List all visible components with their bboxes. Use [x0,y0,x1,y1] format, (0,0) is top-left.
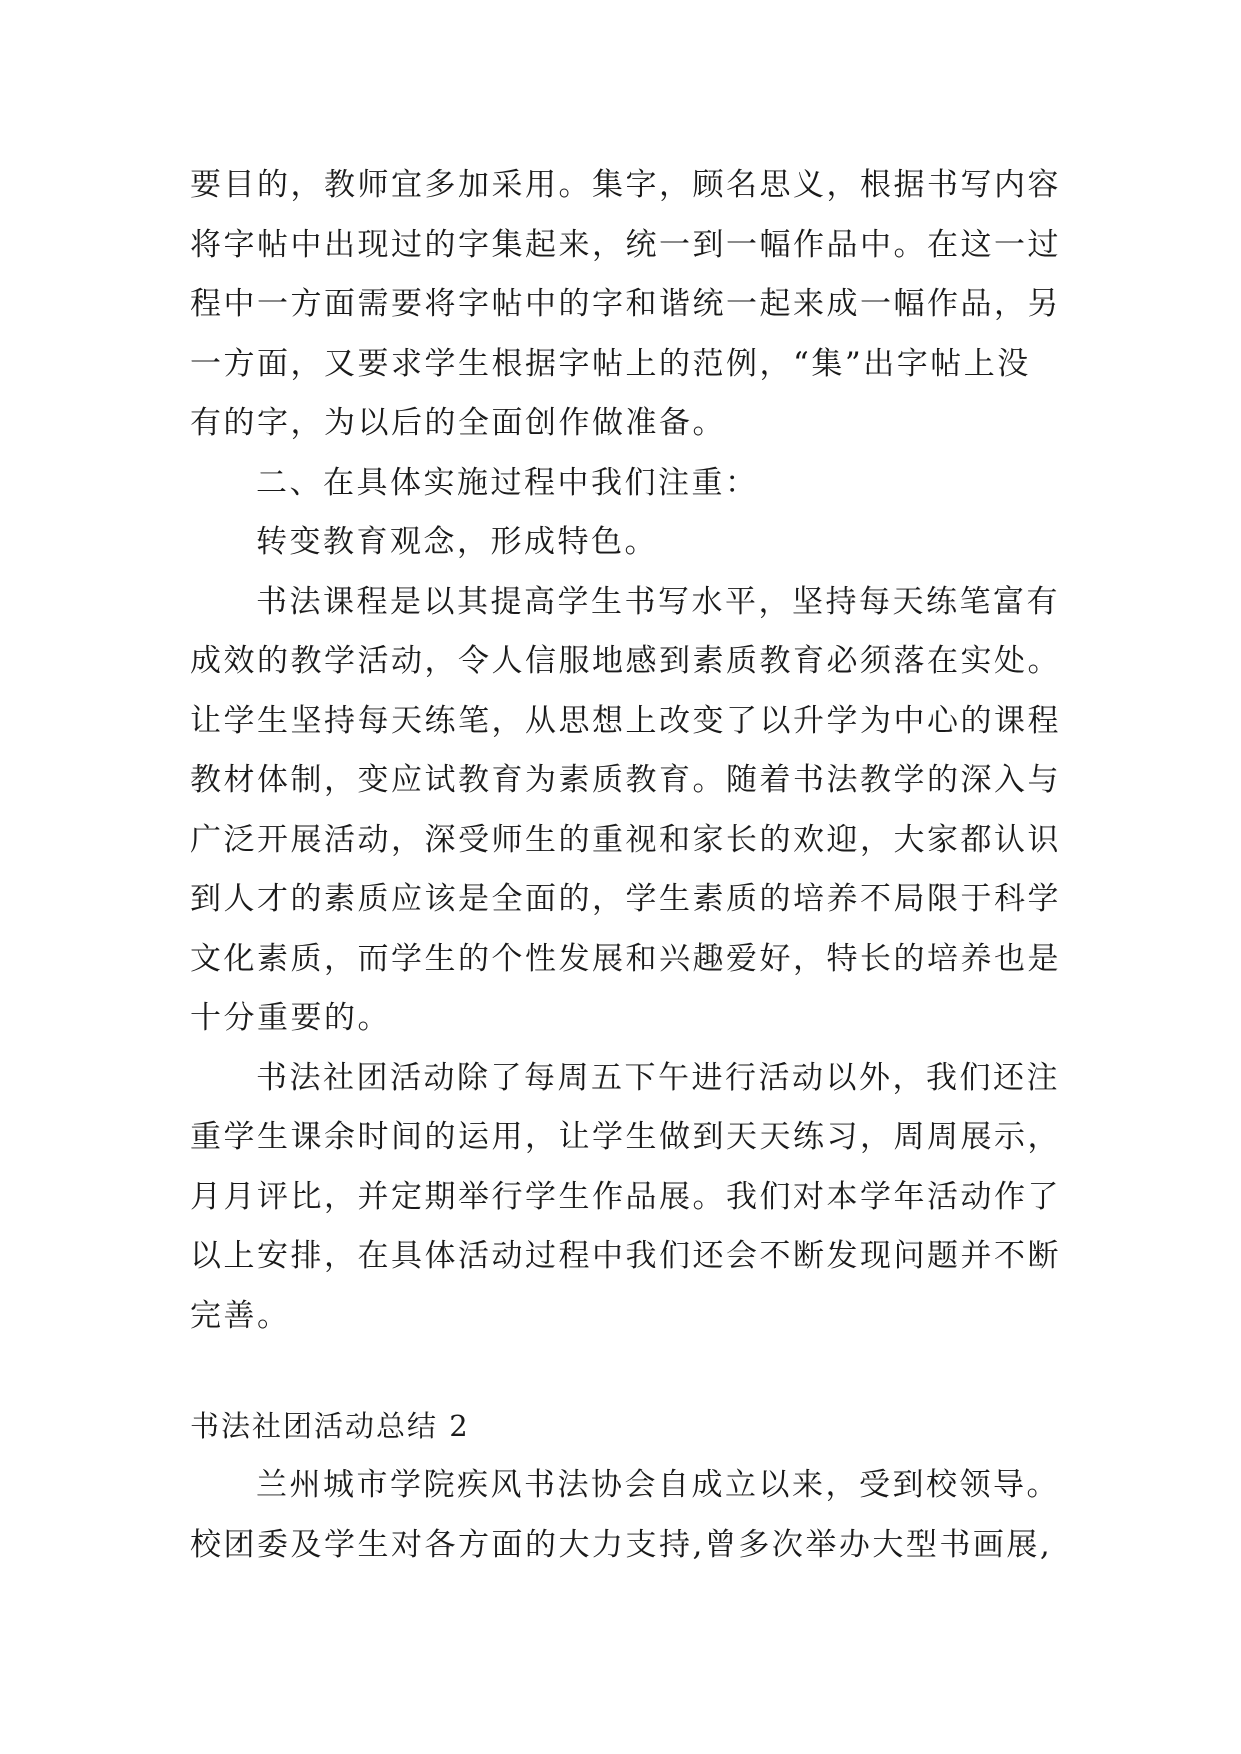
text-line: 广泛开展活动，深受师生的重视和家长的欢迎，大家都认识 [190,821,1061,858]
paragraph-start-line: 转变教育观念，形成特色。 [256,524,658,560]
subsection-heading: 二、在具体实施过程中我们注重： [256,464,759,501]
paragraph-start-line: 书法社团活动除了每周五下午进行活动以外，我们还注 [256,1059,1060,1096]
text-line: 校团委及学生对各方面的大力支持,曾多次举办大型书画展, [190,1526,1053,1563]
text-line: 一方面，又要求学生根据字帖上的范例，“集”出字帖上没 [190,345,1031,382]
text-line: 十分重要的。 [190,1000,391,1036]
text-line: 到人才的素质应该是全面的，学生素质的培养不局限于科学 [190,881,1061,917]
text-line: 教材体制，变应试教育为素质教育。随着书法教学的深入与 [190,762,1061,798]
section-title: 书法社团活动总结 2 [190,1409,470,1443]
text-line: 有的字，为以后的全面创作做准备。 [190,405,726,441]
section-spacer [190,1346,1070,1396]
text-line: 程中一方面需要将字帖中的字和谐统一起来成一幅作品，另 [190,286,1061,322]
text-line: 让学生坚持每天练笔，从思想上改变了以升学为中心的课程 [190,702,1061,739]
paragraph-start-line: 兰州城市学院疾风书法协会自成立以来，受到校领导。 [256,1467,1060,1503]
text-line: 成效的教学活动，令人信服地感到素质教育必须落在实处。 [190,643,1061,679]
text-line: 要目的，教师宜多加采用。集字，顾名思义，根据书写内容 [190,167,1061,203]
paragraph-start-line: 书法课程是以其提高学生书写水平，坚持每天练笔富有 [256,583,1060,620]
text-line: 重学生课余时间的运用，让学生做到天天练习，周周展示， [190,1119,1061,1155]
text-line: 完善。 [190,1297,291,1334]
text-line: 将字帖中出现过的字集起来，统一到一幅作品中。在这一过 [190,226,1061,263]
text-line: 月月评比，并定期举行学生作品展。我们对本学年活动作了 [190,1178,1061,1215]
text-line: 以上安排，在具体活动过程中我们还会不断发现问题并不断 [190,1238,1061,1274]
text-line: 文化素质，而学生的个性发展和兴趣爱好，特长的培养也是 [190,940,1061,977]
document-body [190,156,1070,1575]
